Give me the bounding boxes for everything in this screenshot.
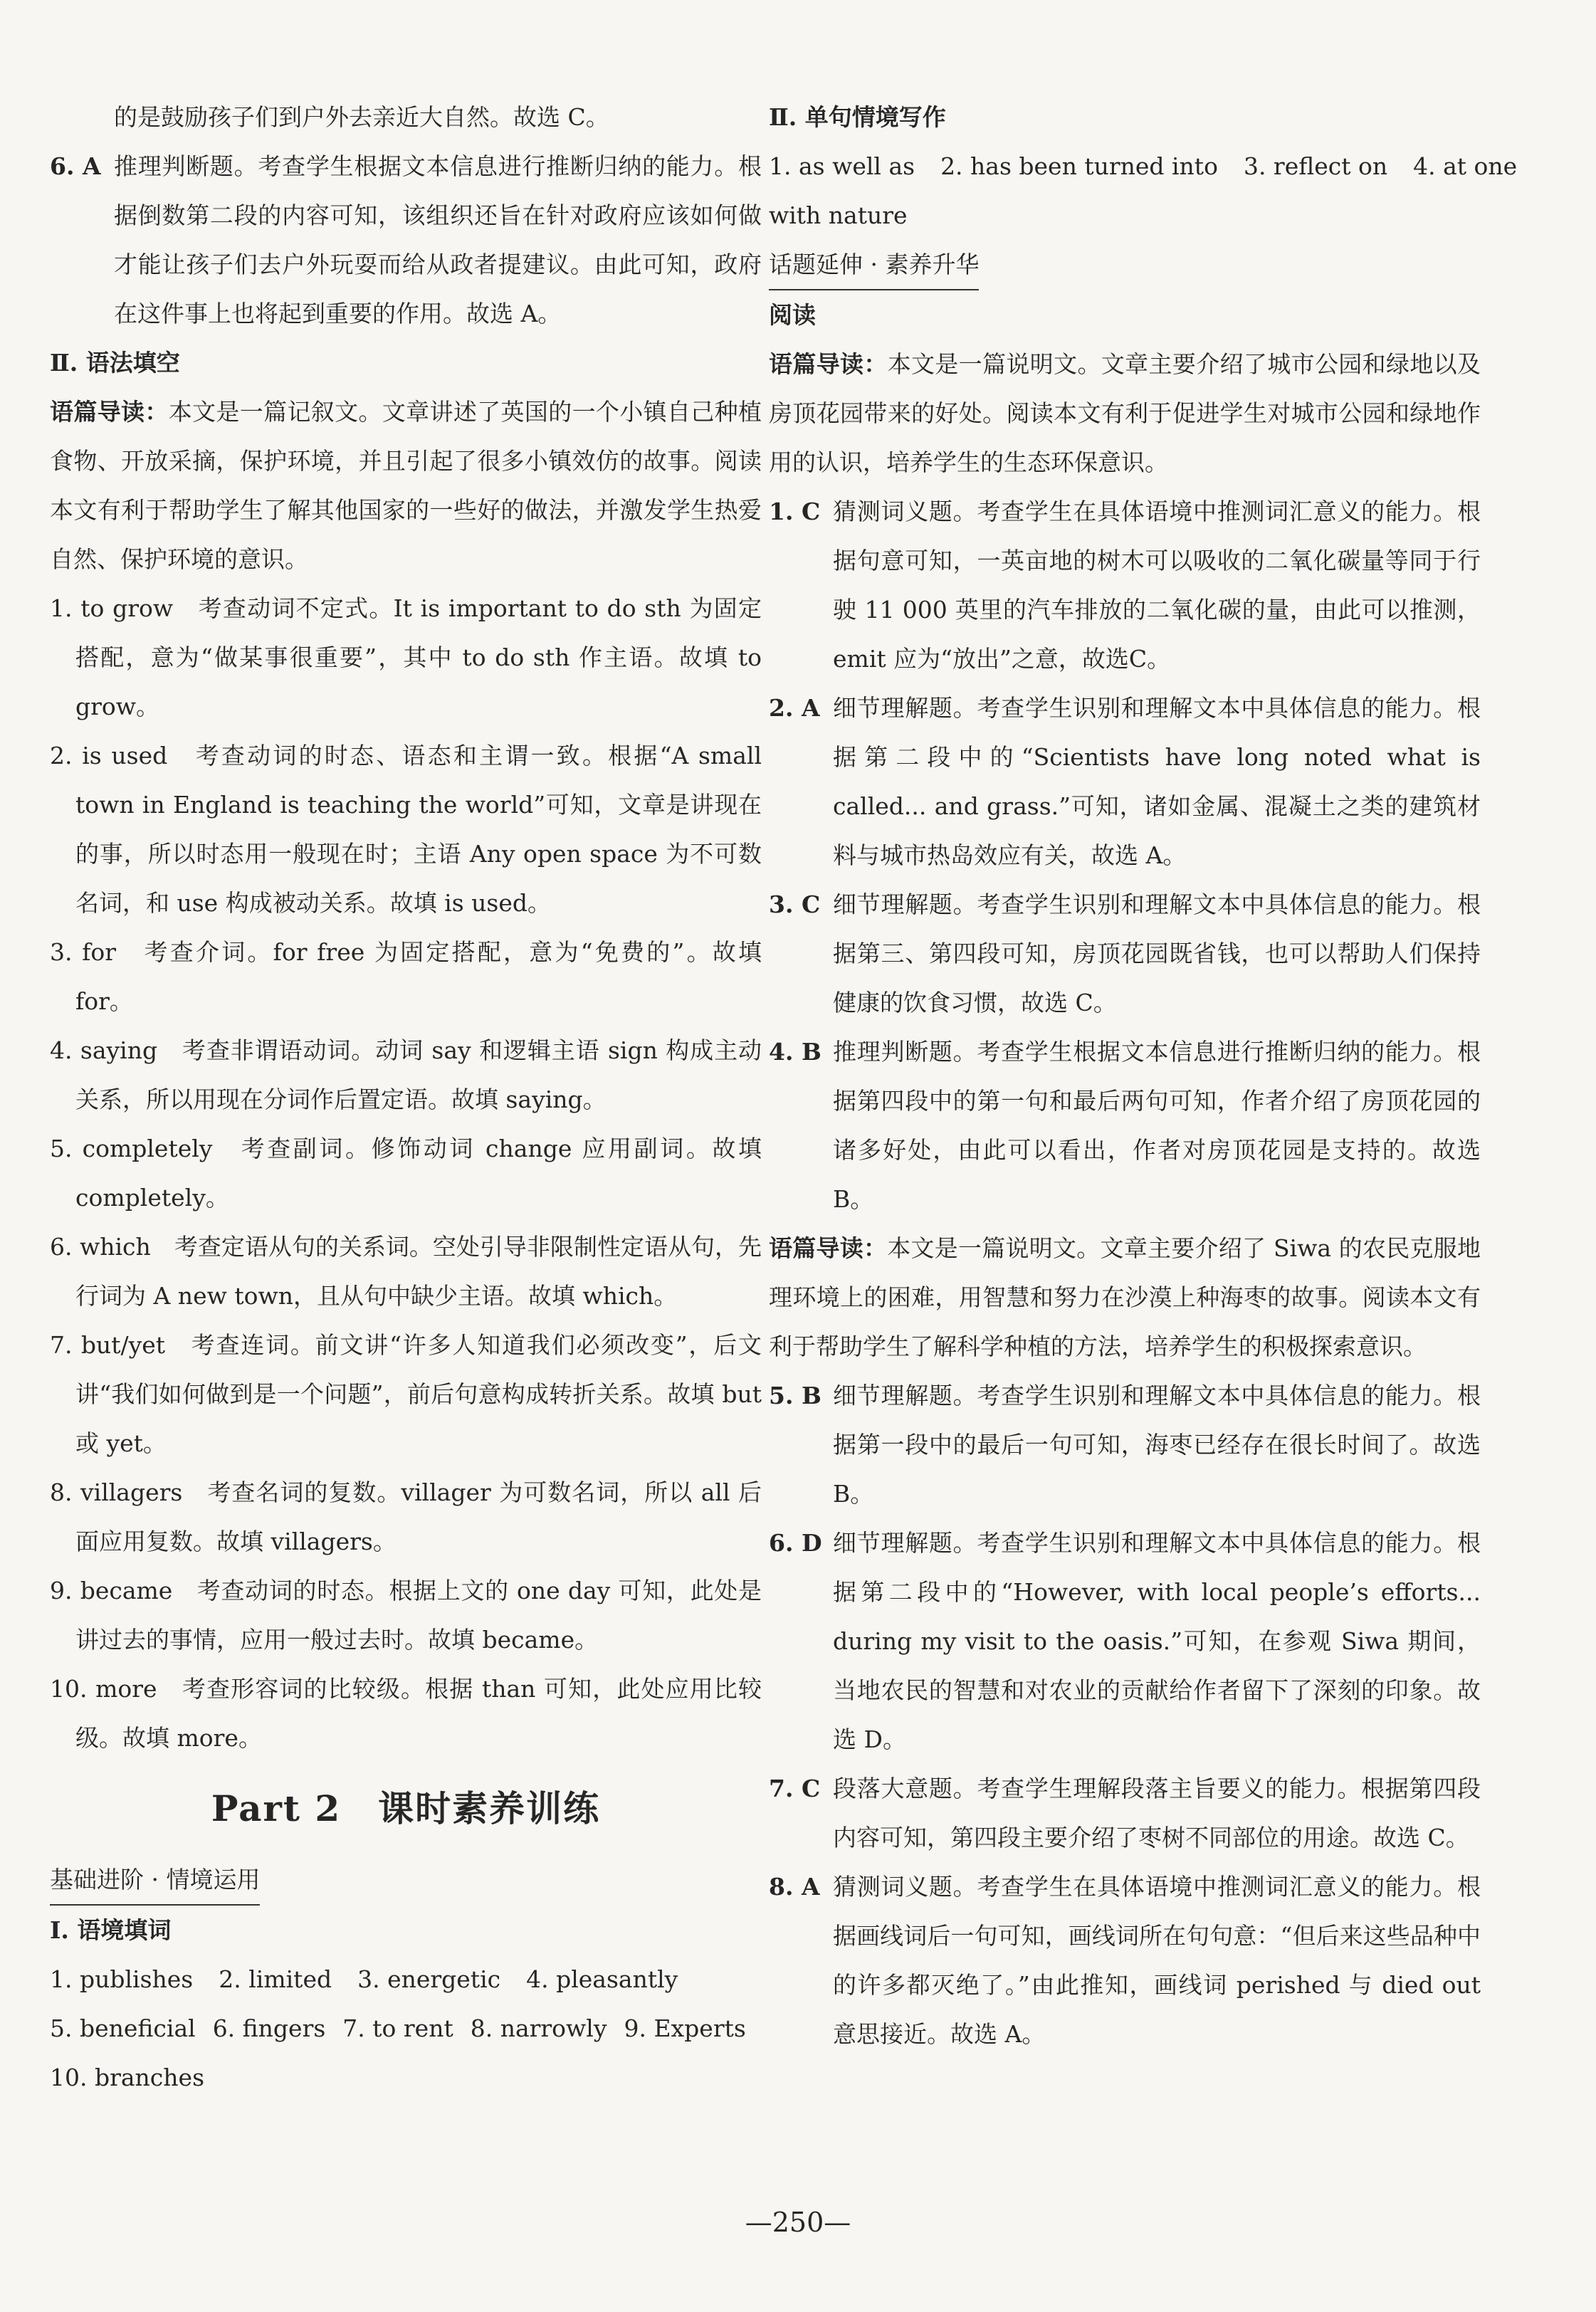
item-number: 4.: [50, 1036, 73, 1064]
writing-answer: 4. at one: [1413, 152, 1518, 180]
item-number: 6.: [50, 1233, 73, 1261]
item-answer: but/yet: [80, 1331, 166, 1359]
grammar-item: [50, 731, 762, 928]
item-explanation: 考查动词的时态、语态和主谓一致。根据“A small town in England is teaching the world”可知，文章是讲现在的事，所以时态用一般现在时；主语 Any open space 为不可数名词，和 use 构成被动关系。故填 is used。: [75, 742, 762, 917]
answer-explanation: 推理判断题。考查学生根据文本信息进行推断归纳的能力。根据第四段中的第一句和最后两句可知，作者介绍了房顶花园的诸多好处，由此可以看出，作者对房顶花园是支持的。故选 B。: [833, 1038, 1481, 1213]
guide-label: 语篇导读：: [769, 350, 888, 378]
section-title-vocab: Ⅰ. 语境填词: [50, 1916, 172, 1944]
guide-text: 本文是一篇说明文。文章主要介绍了城市公园和绿地以及房顶花园带来的好处。阅读本文有利于促进学生对城市公园和绿地作用的认识，培养学生的生态环保意识。: [769, 350, 1481, 476]
answer-item: [50, 142, 762, 338]
item-answer: which: [80, 1233, 151, 1261]
vocab-answer: 7. to rent: [342, 2014, 453, 2042]
item-number: 9.: [50, 1577, 73, 1604]
item-explanation: 考查动词的时态。根据上文的 one day 可知，此处是讲过去的事情，应用一般过去时。故填 became。: [75, 1577, 762, 1654]
grammar-item: [50, 1124, 762, 1222]
answer-number: 3. C: [769, 890, 821, 918]
grammar-item: [50, 1664, 762, 1762]
grammar-item: [50, 1222, 762, 1320]
vocab-answer: 9. Experts: [624, 2014, 746, 2042]
item-answer: became: [80, 1577, 173, 1604]
answer-number: 7. C: [769, 1775, 821, 1802]
answer-explanation: 细节理解题。考查学生识别和理解文本中具体信息的能力。根据第二段中的“However, with local people’s efforts... during my visit to the oasis.”可知，在参观 Siwa 期间，当地农民的智慧和对农业的贡献给作者留下了深刻的印象。故选 D。: [833, 1529, 1481, 1753]
writing-row: [769, 142, 1518, 191]
item-answer: is used: [82, 742, 168, 769]
vocab-answer: 6. fingers: [212, 2014, 326, 2042]
item-explanation: 考查副词。修饰动词 change 应用副词。故填 completely。: [75, 1135, 762, 1212]
item-answer: more: [95, 1675, 157, 1703]
answer-item: [769, 1764, 1481, 1862]
grammar-item: [50, 1468, 762, 1566]
guide-paragraph: [50, 387, 762, 584]
item-explanation: 考查介词。for free 为固定搭配，意为“免费的”。故填 for。: [75, 938, 762, 1015]
answer-number: 6. D: [769, 1529, 822, 1557]
subsection-title-basic: 基础进阶 · 情境运用: [50, 1855, 260, 1906]
answer-explanation: 细节理解题。考查学生识别和理解文本中具体信息的能力。根据第三、第四段可知，房顶花园既省钱，也可以帮助人们保持健康的饮食习惯，故选 C。: [833, 890, 1481, 1016]
writing-answer: 1. as well as: [769, 152, 915, 180]
answer-item: [769, 683, 1481, 880]
item-number: 3.: [50, 938, 73, 966]
answer-item: [769, 1371, 1481, 1518]
answer-number: 1. C: [769, 498, 821, 525]
answer-explanation: 段落大意题。考查学生理解段落主旨要义的能力。根据第四段内容可知，第四段主要介绍了枣树不同部位的用途。故选 C。: [833, 1775, 1481, 1851]
answer-number: 2. A: [769, 694, 820, 722]
item-explanation: 考查定语从句的关系词。空处引导非限制性定语从句，先行词为 A new town，且从句中缺少主语。故填 which。: [75, 1233, 762, 1310]
item-answer: villagers: [80, 1478, 183, 1506]
grammar-item: [50, 1026, 762, 1124]
vocab-row: [50, 2004, 762, 2053]
grammar-item: [50, 584, 762, 731]
grammar-item: [50, 1320, 762, 1468]
item-explanation: 考查连词。前文讲“许多人知道我们必须改变”，后文讲“我们如何做到是一个问题”，前后句意构成转折关系。故填 but 或 yet。: [75, 1331, 762, 1457]
left-column: [50, 93, 762, 2102]
guide-label: 语篇导读：: [769, 1234, 888, 1262]
vocab-answer: 3. energetic: [357, 1965, 501, 1993]
guide-text: 本文是一篇说明文。文章主要介绍了 Siwa 的农民克服地理环境上的困难，用智慧和努力在沙漠上种海枣的故事。阅读本文有利于帮助学生了解科学种植的方法，培养学生的积极探索意识。: [769, 1234, 1481, 1360]
answer-item: [769, 880, 1481, 1027]
page-number: —250—: [745, 2207, 851, 2238]
answer-item: [769, 1518, 1481, 1764]
item-number: 10.: [50, 1675, 88, 1703]
vocab-row: [50, 2053, 762, 2102]
vocab-answer: 1. publishes: [50, 1965, 194, 1993]
guide-paragraph: [769, 340, 1481, 487]
item-number: 1.: [50, 594, 73, 622]
vocab-answer: 5. beneficial: [50, 2014, 196, 2042]
answer-explanation: 细节理解题。考查学生识别和理解文本中具体信息的能力。根据第一段中的最后一句可知，海枣已经存在很长时间了。故选 B。: [833, 1382, 1481, 1508]
item-explanation: 考查动词不定式。It is important to do sth 为固定搭配，意为“做某事很重要”，其中 to do sth 作主语。故填 to grow。: [75, 594, 762, 720]
guide-text: 本文是一篇记叙文。文章讲述了英国的一个小镇自己种植食物、开放采摘，保护环境，并且引起了很多小镇效仿的故事。阅读本文有利于帮助学生了解其他国家的一些好的做法，并激发学生热爱自然、保护环境的意识。: [50, 398, 762, 573]
item-answer: saying: [80, 1036, 158, 1064]
grammar-item: [50, 928, 762, 1026]
answer-number: 5. B: [769, 1382, 821, 1409]
section-title-writing: Ⅱ. 单句情境写作: [769, 103, 946, 131]
item-answer: completely: [82, 1135, 213, 1162]
item-explanation: 考查非谓语动词。动词 say 和逻辑主语 sign 构成主动关系，所以用现在分词作后置定语。故填 saying。: [75, 1036, 762, 1113]
answer-explanation: 细节理解题。考查学生识别和理解文本中具体信息的能力。根据第二段中的“Scientists have long noted what is called... and grass.”可知，诸如金属、混凝土之类的建筑材料与城市热岛效应有关，故选 A。: [833, 694, 1481, 869]
grammar-item: [50, 1566, 762, 1664]
writing-answer: 2. has been turned into: [940, 152, 1218, 180]
item-explanation: 考查名词的复数。villager 为可数名词，所以 all 后面应用复数。故填 villagers。: [75, 1478, 762, 1555]
answer-item: [769, 487, 1481, 683]
answer-explanation: 推理判断题。考查学生根据文本信息进行推断归纳的能力。根据倒数第二段的内容可知，该组织还旨在针对政府应该如何做才能让孩子们去户外玩耍而给从政者提建议。由此可知，政府在这件事上也将起到重要的作用。故选 A。: [114, 152, 762, 327]
item-number: 2.: [50, 742, 73, 769]
answer-item: [769, 1027, 1481, 1224]
answer-item: [769, 1862, 1481, 2059]
item-number: 7.: [50, 1331, 73, 1359]
vocab-answer: 10. branches: [50, 2064, 204, 2091]
guide-label: 语篇导读：: [50, 398, 169, 426]
item-explanation: 考查形容词的比较级。根据 than 可知，此处应用比较级。故填 more。: [75, 1675, 762, 1752]
item-number: 8.: [50, 1478, 73, 1506]
answer-number: 8. A: [769, 1873, 820, 1901]
item-number: 5.: [50, 1135, 73, 1162]
answer-explanation: 猜测词义题。考查学生在具体语境中推测词汇意义的能力。根据画线词后一句可知，画线词所在句句意：“但后来这些品种中的许多都灭绝了。”由此推知，画线词 perished 与 died out 意思接近。故选 A。: [833, 1873, 1481, 2048]
writing-answer-continued: with nature: [769, 201, 908, 229]
subsection-title-extension: 话题延伸 · 素养升华: [769, 240, 979, 290]
answer-number: 6. A: [50, 152, 101, 180]
vocab-answer: 8. narrowly: [470, 2014, 607, 2042]
lead-line: 的是鼓励孩子们到户外去亲近大自然。故选 C。: [114, 103, 609, 131]
item-answer: to grow: [80, 594, 174, 622]
item-answer: for: [82, 938, 117, 966]
right-column: [769, 93, 1518, 2059]
part-title: Part 2 课时素养训练: [211, 1787, 601, 1829]
answer-explanation: 猜测词义题。考查学生在具体语境中推测词汇意义的能力。根据句意可知，一英亩地的树木可以吸收的二氧化碳量等同于行驶 11 000 英里的汽车排放的二氧化碳的量，由此可以推测，emit 应为“放出”之意，故选C。: [833, 498, 1481, 673]
vocab-answer: 4. pleasantly: [526, 1965, 678, 1993]
answer-number: 4. B: [769, 1038, 821, 1066]
section-title-reading: 阅读: [769, 301, 816, 329]
writing-answer: 3. reflect on: [1243, 152, 1388, 180]
guide-paragraph: [769, 1224, 1481, 1371]
vocab-row: [50, 1955, 762, 2004]
vocab-answer: 2. limited: [219, 1965, 332, 1993]
section-title-grammar: Ⅱ. 语法填空: [50, 349, 180, 377]
